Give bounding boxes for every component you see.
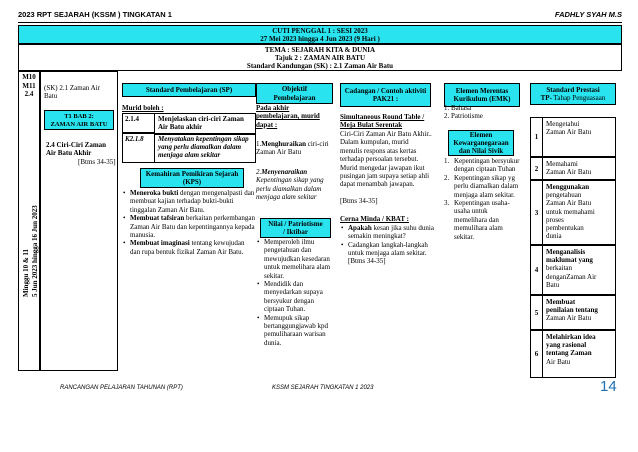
prestasi-desc-line: Zaman Air Batu	[546, 128, 592, 137]
cadangan-title: Simultaneous Round Table / Meja Bulat Serentak	[340, 113, 425, 130]
col-header-objektif-1: Objektif	[281, 85, 308, 94]
objektif-2-verb: Menyenaraikan	[261, 168, 308, 176]
prestasi-row	[530, 157, 616, 180]
cuti-line-2: 27 Mei 2023 hingga 4 Jun 2023 (9 Hari )	[260, 35, 380, 44]
nilai-item: • Memperoleh ilmu pengetahuan dan mewujudkan kesedaran untuk memelihara alam sekitar.	[256, 238, 334, 280]
prestasi-row	[530, 117, 616, 157]
minggu-m10: M10	[22, 73, 36, 81]
col-header-objektif	[256, 83, 333, 104]
objektif-1-num: 1.	[256, 140, 262, 148]
ek-header-2: Kewarganegaraan	[453, 138, 509, 147]
prestasi-desc-line: pembentukan	[546, 224, 584, 233]
ek-item	[444, 174, 520, 199]
ek-header-1: Elemen	[469, 130, 493, 139]
nilai-header-2: / Iktibar	[282, 228, 309, 236]
prestasi-desc-line: Menggunakan	[546, 183, 590, 191]
prestasi-desc	[546, 120, 613, 136]
col-header-sp	[122, 83, 256, 97]
col-header-objektif-2: Pembelajaran	[273, 93, 316, 102]
ek-item-num: 2.	[444, 173, 450, 182]
ek-list	[444, 157, 520, 241]
prestasi-level: 1	[531, 118, 543, 156]
prestasi-row	[530, 330, 616, 378]
ek-item-text: Kepentingan bersyukur dengan ciptaan Tuhan	[454, 157, 520, 174]
emk-list	[444, 104, 520, 121]
kbat-title: Cerna Minda / KBAT :	[340, 215, 409, 223]
prestasi-desc-line: Menganalisis	[546, 248, 586, 256]
header-rule	[18, 22, 622, 23]
prestasi-desc-line: maklumat yang	[546, 256, 593, 265]
prestasi-desc-line: denganZaman Air	[546, 272, 597, 281]
prestasi-desc-line: Melahirkan idea	[546, 333, 596, 341]
kps-item-text: dengan mengenalpasti dan membuat kajian terhadap bukti-bukti tinggalan Zaman Air Batu.	[130, 189, 255, 214]
kbat-item-text: kesan jika suhu dunia semakin meningkat?	[348, 224, 434, 241]
objektif-head: Pada akhir pembelajaran, murid dapat :	[256, 104, 320, 129]
prestasi-level: 3	[531, 181, 543, 244]
kps-header-2: (KPS)	[182, 178, 202, 186]
ek-item	[444, 157, 520, 174]
prestasi-level: 5	[531, 296, 543, 329]
prestasi-desc-line: proses	[546, 215, 564, 224]
ek-item-num: 3.	[444, 199, 450, 208]
prestasi-desc	[546, 160, 613, 176]
kps-item-text: berkaitan perkembangan Zaman Air Batu dan kepentingannya kepada manusia.	[130, 214, 255, 240]
prestasi-desc-line: yang rasional	[546, 341, 587, 350]
kps-item-text: tentang kewujudan dan rupa bentuk fizikal Zaman Air Batu.	[130, 239, 245, 256]
nilai-item: • Mendidik dan menyedarkan supaya bersyukur dengan ciptaan Tuhan.	[256, 280, 334, 314]
col-header-emk-2: Kurikulum (EMK)	[453, 95, 511, 103]
kbat-item-bold: Apakah	[348, 224, 372, 232]
footer-center: KSSM SEJARAH TINGKATAN 1 2023	[272, 385, 374, 391]
ek-header-3: dan Nilai Sivik	[458, 147, 504, 156]
header-title: 2023 RPT SEJARAH (KSSM ) TINGKATAN 1	[18, 10, 172, 19]
prestasi-desc-line: Mengetahui	[546, 120, 580, 128]
prestasi-desc-line: Membuat	[546, 298, 576, 306]
header-author: FADHLY SYAH M.S	[554, 10, 622, 19]
t1-title	[45, 113, 113, 128]
col-header-cadangan-1: Cadangan / Contoh aktiviti	[344, 86, 427, 95]
minggu-sub: 2.4	[24, 90, 34, 99]
cadangan-ref-2: [Btms 34-35]	[348, 257, 386, 265]
prestasi-desc-line: penilaian tentang	[546, 306, 598, 315]
prestasi-desc-line: Zaman Air Batu	[546, 168, 592, 177]
ek-item-text: Kepentingan usaha-usaha untuk memelihara dan memulihara alam sekitar.	[454, 199, 510, 241]
document-header	[18, 10, 622, 22]
tema-banner	[18, 44, 622, 71]
prestasi-desc-line: Memahami	[546, 160, 578, 168]
footer-left: RANCANGAN PELAJARAN TAHUNAN (RPT)	[60, 385, 183, 391]
objektif-1	[256, 140, 334, 157]
prestasi-tp-label: TP-	[540, 94, 552, 102]
sp-row2-num: K2.1.8	[125, 135, 144, 143]
t1-subtopic: 2.4 Ciri-Ciri Zaman Air Batu Akhir	[46, 141, 107, 158]
sk-cell: (SK) 2.1 Zaman Air Batu	[44, 84, 100, 101]
minggu-labels	[18, 73, 40, 99]
prestasi-level: 6	[531, 331, 543, 377]
nilai-item: • Memupuk sikap bertanggungjawab kpd pemuliharaan warisan dunia.	[256, 314, 334, 348]
prestasi-desc	[546, 298, 613, 323]
objektif-2-num: 2.	[256, 168, 262, 176]
t1-box	[44, 110, 114, 130]
ek-item	[444, 199, 520, 241]
cadangan-ref-1: [Btms 34-35]	[340, 197, 378, 205]
kbat-item	[340, 241, 434, 258]
prestasi-level: 4	[531, 246, 543, 294]
kps-header-1: Kemahiran Pemikiran Sejarah	[145, 169, 239, 178]
objektif-2-rest: Kepentingan sikap yang perlu diamalkan dalam menjaga alam sekitar	[256, 176, 324, 202]
prestasi-desc-line: Zaman Air Batu	[546, 314, 592, 323]
kps-item-bold: Meneroka bukti	[130, 189, 179, 197]
prestasi-desc-line: untuk memahami	[546, 207, 595, 216]
t1-ref: [Btms 34-35]	[78, 158, 116, 166]
minggu-m11: M11	[22, 81, 36, 90]
cadangan-body: Ciri-Ciri Zaman Air Batu Akhir.. Dalam kumpulan, murid menulis respons atas kertas terhadap persoalan tersebut. Murid mengedar jawapan ikut pusingan jam supaya setiap ahli dapat menambah jawapan.	[340, 130, 432, 189]
kps-list	[122, 189, 256, 256]
col-header-prestasi-1: Standard Prestasi	[546, 85, 600, 94]
kps-item-bold: Membuat tafsiran	[130, 214, 185, 223]
nilai-list	[256, 238, 334, 347]
prestasi-desc	[546, 183, 613, 240]
prestasi-desc-line: dunia	[546, 232, 562, 241]
prestasi-desc	[546, 333, 613, 366]
t1-title-2: ZAMAN AIR BATU	[50, 120, 108, 128]
emk-item: 2. Patriotisme	[444, 112, 483, 121]
kbat-item-text: Cadangkan langkah-langkah untuk menjaga alam sekitar.	[348, 240, 428, 258]
prestasi-row	[530, 180, 616, 245]
prestasi-desc-line: Batu	[546, 280, 560, 289]
sp-row1-num: 2.1.4	[125, 115, 139, 123]
col-header-emk-1: Elemen Merentas	[455, 86, 509, 95]
prestasi-desc-line: tentang Zaman	[546, 349, 592, 358]
cuti-line-1: CUTI PENGGAL 1 : SESI 2023	[272, 27, 368, 35]
sp-row2-text: Menyatakan kepentingan sikap yang perlu diamalkan dalam menjaga alam sekitar	[158, 135, 249, 159]
kps-item	[122, 239, 256, 256]
tema-title: TEMA : SEJARAH KITA & DUNIA	[264, 46, 376, 54]
kbat-list	[340, 224, 434, 258]
nilai-header-1: Nilai / Patriotisme	[268, 219, 323, 228]
prestasi-tahap-label: Tahap Penguasaan	[551, 94, 606, 102]
col-header-sp-label: Standard Pembelajaran (SP)	[145, 85, 233, 94]
col-header-prestasi-2	[541, 94, 606, 102]
col-header-prestasi	[530, 83, 616, 105]
sp-murid-boleh: Murid boleh :	[122, 104, 164, 112]
objektif-1-verb: Menghuraikan	[261, 140, 306, 148]
ek-header	[448, 130, 514, 156]
sp-row1-text: Menjelaskan ciri-ciri Zaman Air Batu akhir	[158, 115, 244, 132]
emk-item: 1. Bahasa	[444, 104, 472, 112]
prestasi-desc-line: berkaitan	[546, 264, 573, 273]
objektif-1-rest: ciri-ciri Zaman Air Batu	[256, 140, 329, 157]
tajuk-title: Tajuk 2 : ZAMAN AIR BATU	[274, 54, 366, 63]
kps-item	[122, 189, 256, 214]
prestasi-row	[530, 245, 616, 295]
standard-kandungan-title: Standard Kandungan (SK) : 2.1 Zaman Air Batu	[246, 62, 394, 71]
page-number: 14	[600, 378, 617, 395]
kbat-item	[340, 224, 434, 241]
ek-item-text: Kepentingan sikap yg perlu diamalkan dalam menjaga alam sekitar.	[454, 173, 519, 199]
col-header-cadangan-2: PAK21 :	[372, 95, 399, 103]
prestasi-level: 2	[531, 158, 543, 179]
kps-item-bold: Membuat imaginasi	[130, 239, 190, 248]
prestasi-desc-line: Zaman Air Batu	[546, 199, 592, 208]
prestasi-desc	[546, 248, 613, 289]
kps-header	[140, 168, 244, 188]
t1-title-1: T1 BAB 2:	[64, 113, 94, 120]
kps-item	[122, 214, 256, 239]
minggu-vertical-2: 5 Jun 2023 hingga 16 Jun 2023	[31, 205, 39, 297]
ek-item-num: 1.	[444, 157, 450, 165]
col-header-cadangan	[340, 83, 431, 107]
prestasi-desc-line: Air Batu	[546, 357, 571, 366]
minggu-vertical-1: Minggu 10 & 11	[22, 248, 30, 297]
prestasi-row	[530, 295, 616, 330]
objektif-2	[256, 168, 334, 202]
cuti-banner	[18, 25, 622, 44]
nilai-header	[260, 218, 331, 238]
prestasi-desc-line: pengetahuan	[546, 191, 582, 200]
